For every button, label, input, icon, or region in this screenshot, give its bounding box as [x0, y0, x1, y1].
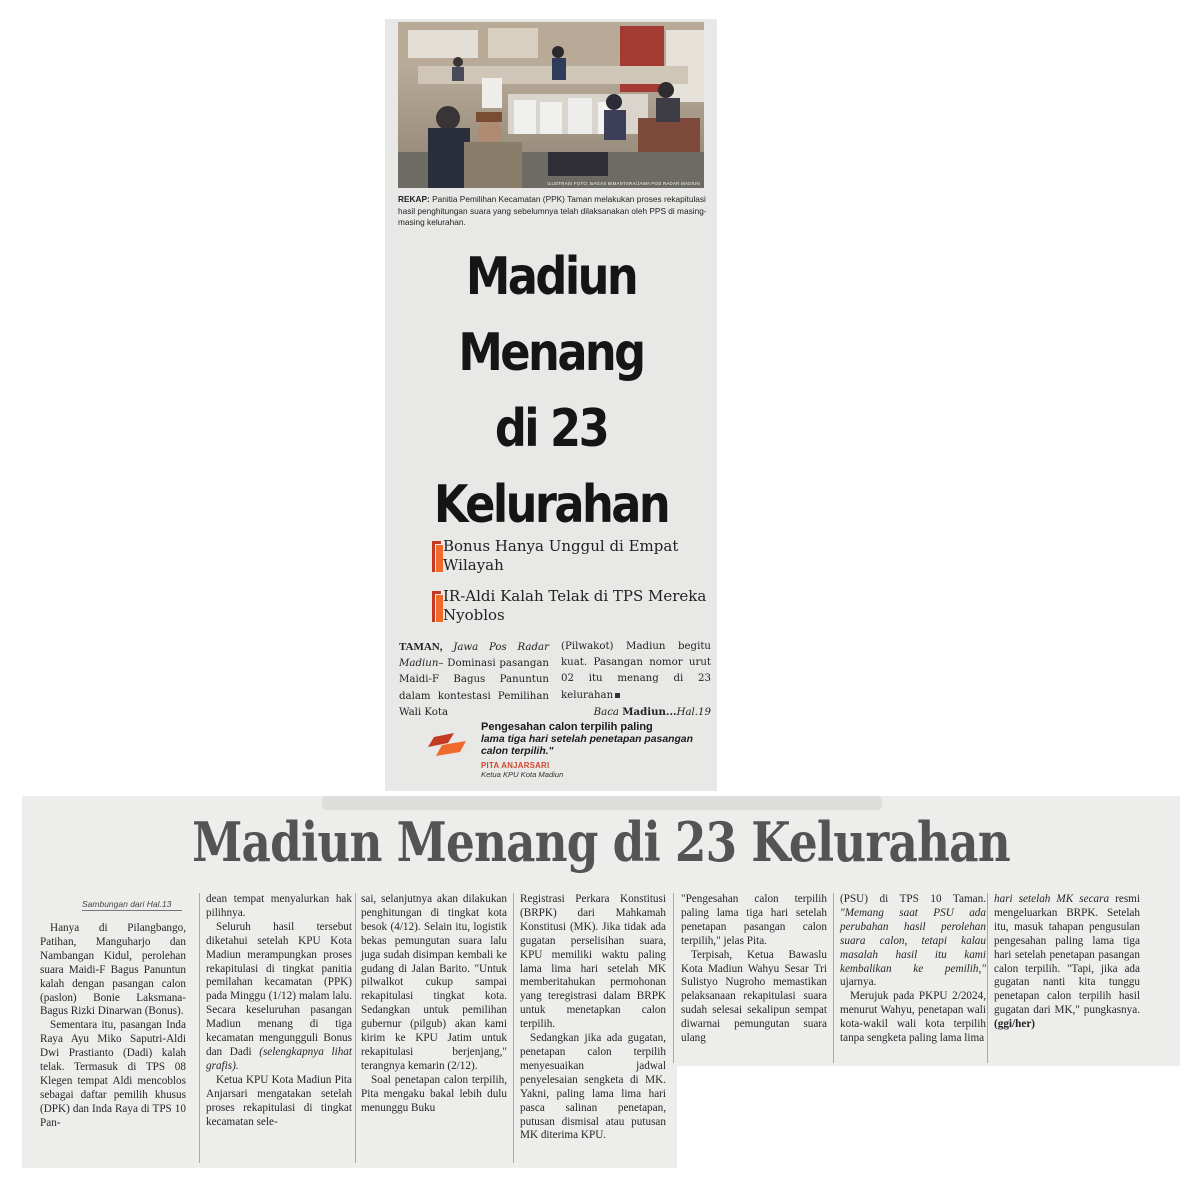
paragraph-italic: hari setelah MK secara [994, 893, 1110, 905]
subhead-text: Bonus Hanya Unggul di Empat Wilayah [443, 537, 679, 574]
subhead-ir-aldi [443, 587, 713, 625]
paragraph: Sedangkan jika ada gugatan, penetapan calon terpilih menyesuaikan jadwal penyelesaian sengketa di MK. Yakni, paling lama lima hari pasca salinan penetapan, putusan dismisal atau putusan MK diterima KPU. [520, 1032, 666, 1142]
paragraph-italic: (selengkapnya lihat grafis). [206, 1045, 352, 1072]
continuation-from-page: Sambungan dari Hal.13 [82, 899, 182, 911]
paragraph-text: Seluruh hasil tersebut diketahui setelah KPU Kota Madiun merampungkan proses rekapitulasi di tingkat panitia pemilahan kecamatan (PPK) pada Minggu (1/12) malam lalu. Secara keseluruhan pasangan Madiun menang di tiga kecamatan mengungguli Bonus dan Dadi [206, 920, 352, 1058]
continuation-headline: Madiun Menang di 23 Kelurahan [192, 810, 1010, 874]
column-rule [355, 893, 356, 1163]
quote-text [481, 721, 713, 759]
pull-quote [385, 719, 717, 791]
paragraph: Terpisah, Ketua Bawaslu Kota Madiun Wahyu Sesar Tri Sulistyo Nugroho memastikan pelaksanaan rekapitulasi suara sudah selesai sekalipun sempat diwarnai pemungutan suara ulang [681, 948, 827, 1045]
bleed-through-text [322, 796, 882, 810]
article-column-6 [840, 893, 986, 1046]
photo-credit: ILUSTRASI FOTO: BAGAS BIMANTARA/JAWA POS RADAR MADIUN [547, 181, 700, 186]
subhead-bonus [443, 537, 713, 575]
quote-speaker-name: PITA ANJARSARI [481, 761, 550, 770]
subhead-text: IR-Aldi Kalah Telak di TPS Mereka Nyoblos [443, 587, 707, 624]
front-headline [408, 239, 694, 543]
paragraph [206, 921, 352, 1074]
front-headline-line: di 23 [494, 399, 608, 459]
paragraph-italic: "Memang saat PSU ada perubahan hasil perolehan suara calon, tetapi kalau masalah hasil itu kami kembalikan ke pemilih," [840, 906, 986, 975]
column-rule [833, 893, 834, 1063]
paragraph: dean tempat menyalurkan hak pilihnya. [206, 893, 352, 919]
front-body-col2 [561, 639, 711, 721]
quote-line2: lama tiga hari setelah penetapan pasangan calon terpilih." [481, 733, 693, 757]
paragraph: sai, selanjutnya akan dilakukan penghitungan di tingkat kota besok (4/12). Selain itu, logistik bekas pemungutan suara lalu juga sudah disimpan kembali ke gudang di Jalan Barito. "Untuk pilwalkot cukup sampai rekapitulasi tingkat kota. Sedangkan untuk pemilihan gubernur (pilgub) akan kami kirim ke KPU Jatim untuk rekapitulasi berjenjang," terangnya kemarin (2/12). [361, 893, 507, 1072]
article-column-3 [361, 893, 507, 1116]
front-headline-line: Menang [458, 323, 644, 383]
column-rule [987, 893, 988, 1063]
paragraph: Hanya di Pilangbango, Patihan, Manguharjo dan Nambangan Kidul, perolehan suara Maidi-F Bagus Panuntun kalah dengan pasangan calon (paslon) Bonie Laksmana-Bagus Rizki Dinarwan (Bonus). [40, 922, 186, 1018]
column-rule [199, 893, 200, 1163]
caption-text: Panitia Pemilihan Kecamatan (PPK) Taman melakukan proses rekapitulasi hasil penghitungan suara yang sebelumnya telah dilaksanakan oleh PPS di masing-masing kelurahan. [398, 194, 707, 227]
clipping-cut-area [677, 1066, 1180, 1168]
subhead-marker-icon [432, 541, 443, 572]
paragraph [994, 893, 1140, 1032]
front-body-text2: (Pilwakot) Madiun begitu kuat. Pasangan nomor urut 02 itu menang di 23 kelurahan [561, 641, 711, 701]
front-headline-line: Kelurahan [433, 475, 669, 535]
paragraph-text: (PSU) di TPS 10 Taman. [840, 893, 986, 905]
article-column-2 [206, 893, 352, 1129]
paragraph-text: resmi mengeluarkan BRPK. Setelah itu, masuk tahapan pengusulan pengesahan paling lama tiga hari setelah penetapan pasangan calon terpilih. "Tapi, jika ada gugatan nanti kita tunggu penetapan calon terpilih hasil gugatan dari MK," pungkasnya. [994, 893, 1140, 1017]
paragraph: Soal penetapan calon terpilih, Pita mengaku bakal lebih dulu menunggu Buku [361, 1073, 507, 1114]
rekap-photo-image [398, 22, 704, 188]
article-column-4 [520, 893, 666, 1143]
front-body-text1: – Dominasi pasangan Maidi-F Bagus Panuntun dalam kontestasi Pemilihan Wali Kota [399, 658, 549, 718]
paragraph: "Pengesahan calon terpilih paling lama tiga hari setelah penetapan pasangan calon terpilih," jelas Pita. [681, 893, 827, 947]
paragraph [840, 893, 986, 990]
subhead-marker-icon [432, 591, 443, 622]
paragraph: Merujuk pada PKPU 2/2024, menurut Wahyu, penetapan wali kota-wakil wali kota terpilih tanpa sengketa paling lama lima [840, 990, 986, 1045]
end-square-icon [615, 693, 620, 698]
dateline: TAMAN, [399, 641, 443, 653]
quote-mark-icon [428, 733, 468, 758]
byline-sign: (ggi/her) [994, 1018, 1036, 1031]
photo-caption [398, 194, 708, 229]
front-headline-line: Madiun [465, 247, 637, 307]
paragraph: Sementara itu, pasangan Inda Raya Ayu Miko Saputri-Aldi Dwi Prastianto (Dadi) kalah telak. Termasuk di TPS 08 Klegen tempat Aldi mencoblos sebagai daftar pemilih khusus (DPK) dan Inda Raya di TPS 10 Pan- [40, 1019, 186, 1129]
article-column-7 [994, 893, 1140, 1032]
paragraph: Registrasi Perkara Konstitusi (BRPK) dari Mahkamah Konstitusi (MK). Jika tidak ada gugatan perselisihan suara, KPU memiliki waktu paling lama lima hari setelah MK memberitahukan permohonan yang teregistrasi dalam BRPK untuk menetapkan calon terpilih. [520, 893, 666, 1031]
article-column-5 [681, 893, 827, 1046]
quote-line1: Pengesahan calon terpilih paling [481, 721, 653, 733]
caption-lead: REKAP: [398, 194, 430, 204]
column-rule [513, 893, 514, 1163]
front-page-clipping [385, 19, 717, 791]
article-column-1 [40, 922, 186, 1131]
baca-label: Baca [593, 706, 619, 718]
continuation-clipping [22, 796, 1180, 1168]
front-body-col1 [399, 639, 549, 721]
baca-target: Madiun... [622, 705, 677, 718]
baca-page: Hal.19 [676, 706, 711, 718]
rekap-photo [398, 22, 704, 188]
column-rule [673, 893, 674, 1063]
paragraph: Ketua KPU Kota Madiun Pita Anjarsari mengatakan setelah proses rekapitulasi di tingkat kecamatan sele- [206, 1073, 352, 1128]
quote-speaker-role: Ketua KPU Kota Madiun [481, 770, 564, 779]
paragraph-text: ujarnya. [840, 976, 877, 989]
source: Jawa Pos Radar Madiun [399, 642, 549, 670]
